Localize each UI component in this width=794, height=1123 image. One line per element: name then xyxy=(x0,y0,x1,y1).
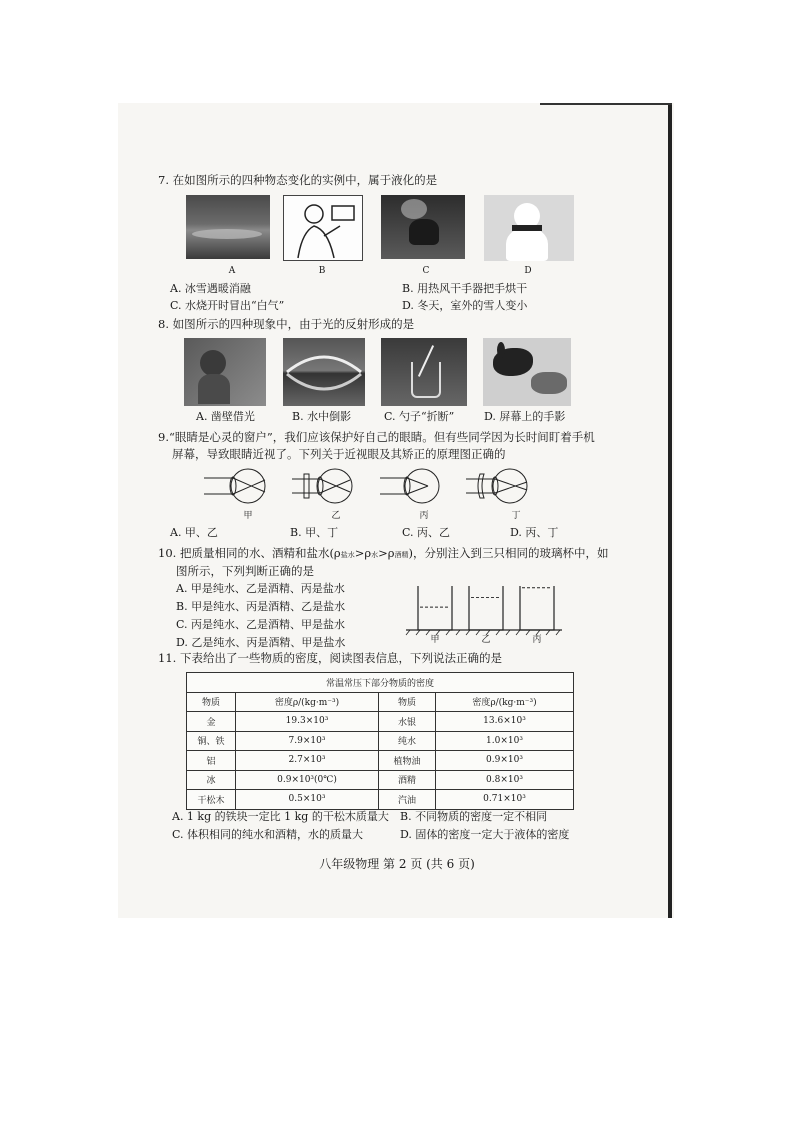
q8-stem: 8. 如图所示的四种现象中，由于光的反射形成的是 xyxy=(158,317,415,331)
q9-eye-diagrams xyxy=(200,466,540,510)
q9-diagram-jia xyxy=(204,469,265,503)
table-cell: 水银 xyxy=(379,712,436,732)
q10-cup-2 xyxy=(520,586,554,630)
q9-option-b: B. 甲、丁 xyxy=(290,526,339,539)
q10-cup-label-jia: 甲 xyxy=(430,635,440,645)
q8-option-c: C. 勺子“折断” xyxy=(384,410,455,423)
table-cell: 金 xyxy=(187,712,236,732)
table-header-substance-2: 物质 xyxy=(379,692,436,712)
q9-stem-line1: 9.“眼睛是心灵的窗户”，我们应该保护好自己的眼睛。但有些同学因为长时间盯着手机 xyxy=(158,430,595,444)
q10-option-c: C. 丙是纯水、乙是酒精、甲是盐水 xyxy=(176,618,346,631)
q9-label-bing: 丙 xyxy=(419,511,429,521)
q7-photo-b-hand-dryer xyxy=(283,195,363,261)
q8-photo-a-wall-light xyxy=(184,338,266,406)
q11-option-b: B. 不同物质的密度一定不相同 xyxy=(400,810,548,823)
q11-option-c: C. 体积相同的纯水和酒精，水的质量大 xyxy=(172,828,364,841)
q7-photo-c-kettle-steam xyxy=(381,195,465,259)
q9-label-yi: 乙 xyxy=(331,511,341,521)
q10-cup-1 xyxy=(469,586,503,630)
q11-stem: 11. 下表给出了一些物质的密度，阅读图表信息，下列说法正确的是 xyxy=(158,651,502,665)
q7-caption-a: A xyxy=(228,266,236,276)
q10-option-b: B. 甲是纯水、丙是酒精、乙是盐水 xyxy=(176,600,346,613)
table-cell: 铜、铁 xyxy=(187,731,236,751)
q10-stem-post: )，分别注入到三只相同的玻璃杯中，如 xyxy=(408,546,609,560)
q10-option-a: A. 甲是纯水、乙是酒精、丙是盐水 xyxy=(176,582,345,595)
q9-diagram-yi xyxy=(292,469,352,503)
q10-cups-diagram xyxy=(404,580,564,636)
q10-cup-0 xyxy=(418,586,452,630)
table-row xyxy=(187,751,574,771)
q10-cup-label-yi: 乙 xyxy=(481,635,491,645)
q7-stem: 7. 在如图所示的四种物态变化的实例中，属于液化的是 xyxy=(158,173,438,187)
q10-sub-water: 水 xyxy=(371,551,379,559)
table-cell: 7.9×10³ xyxy=(236,731,379,751)
q11-option-d: D. 固体的密度一定大于液体的密度 xyxy=(400,828,570,841)
q8-photo-c-spoon-glass xyxy=(381,338,467,406)
table-row xyxy=(187,712,574,732)
table-row xyxy=(187,770,574,790)
table-header-density-2: 密度ρ/(kg·m⁻³) xyxy=(436,692,574,712)
table-cell: 干松木 xyxy=(187,790,236,810)
q7-photo-a-melting-ice xyxy=(186,195,270,259)
q9-option-c: C. 丙、乙 xyxy=(402,526,451,539)
top-border-line xyxy=(540,103,672,105)
q11-option-a: A. 1 kg 的铁块一定比 1 kg 的干松木质量大 xyxy=(172,810,389,823)
q9-diagram-ding xyxy=(466,469,527,503)
table-cell: 冰 xyxy=(187,770,236,790)
q8-photo-b-reflection-bridge xyxy=(283,338,365,406)
q8-option-a: A. 凿壁借光 xyxy=(196,410,255,423)
q10-stem-line2: 图所示，下列判断正确的是 xyxy=(176,564,314,578)
table-row xyxy=(187,790,574,810)
q10-gt1: >ρ xyxy=(354,546,372,560)
table-cell: 植物油 xyxy=(379,751,436,771)
table-cell: 0.71×10³ xyxy=(436,790,574,810)
q9-label-jia: 甲 xyxy=(243,511,253,521)
table-cell: 0.5×10³ xyxy=(236,790,379,810)
table-cell: 19.3×10³ xyxy=(236,712,379,732)
table-cell: 0.9×10³(0℃) xyxy=(236,770,379,790)
q10-stem-pre: 10. 把质量相同的水、酒精和盐水(ρ xyxy=(158,546,341,560)
q10-gt2: >ρ xyxy=(378,546,395,560)
q7-option-c: C. 水烧开时冒出“白气” xyxy=(170,299,285,312)
q10-sub-alcohol: 酒精 xyxy=(394,551,409,559)
q10-cup-label-bing: 丙 xyxy=(532,635,542,645)
q7-option-d: D. 冬天，室外的雪人变小 xyxy=(402,299,528,312)
q7-option-b: B. 用热风干手器把手烘干 xyxy=(402,282,528,295)
q8-option-b: B. 水中倒影 xyxy=(292,410,352,423)
table-cell: 0.9×10³ xyxy=(436,751,574,771)
q7-option-a: A. 冰雪遇暖消融 xyxy=(170,282,251,295)
q10-sub-saltwater: 盐水 xyxy=(340,551,355,559)
table-cell: 1.0×10³ xyxy=(436,731,574,751)
table-cell: 0.8×10³ xyxy=(436,770,574,790)
q7-photo-d-snowman xyxy=(484,195,574,261)
table-header-substance-1: 物质 xyxy=(187,692,236,712)
density-table-title: 常温常压下部分物质的密度 xyxy=(187,673,574,693)
q9-option-a: A. 甲、乙 xyxy=(170,526,218,539)
table-cell: 纯水 xyxy=(379,731,436,751)
q9-label-ding: 丁 xyxy=(511,511,521,521)
table-cell: 铝 xyxy=(187,751,236,771)
q7-caption-b: B xyxy=(318,266,326,276)
table-header-density-1: 密度ρ/(kg·m⁻³) xyxy=(236,692,379,712)
page-footer: 八年级物理 第 2 页 (共 6 页) xyxy=(319,857,475,871)
q7-caption-d: D xyxy=(524,266,532,276)
table-cell: 13.6×10³ xyxy=(436,712,574,732)
q9-option-d: D. 丙、丁 xyxy=(510,526,559,539)
q8-photo-d-hand-shadow xyxy=(483,338,571,406)
table-cell: 2.7×10³ xyxy=(236,751,379,771)
q9-diagram-bing xyxy=(380,469,439,503)
q9-stem-line2: 屏幕，导致眼睛近视了。下列关于近视眼及其矫正的原理图正确的 xyxy=(172,447,506,461)
q10-option-d: D. 乙是纯水、丙是酒精、甲是盐水 xyxy=(176,636,346,649)
table-row xyxy=(187,731,574,751)
q8-option-d: D. 屏幕上的手影 xyxy=(484,410,566,423)
q7-caption-c: C xyxy=(422,266,430,276)
paper-edge xyxy=(668,103,672,918)
table-cell: 汽油 xyxy=(379,790,436,810)
density-table xyxy=(186,672,574,810)
table-cell: 酒精 xyxy=(379,770,436,790)
